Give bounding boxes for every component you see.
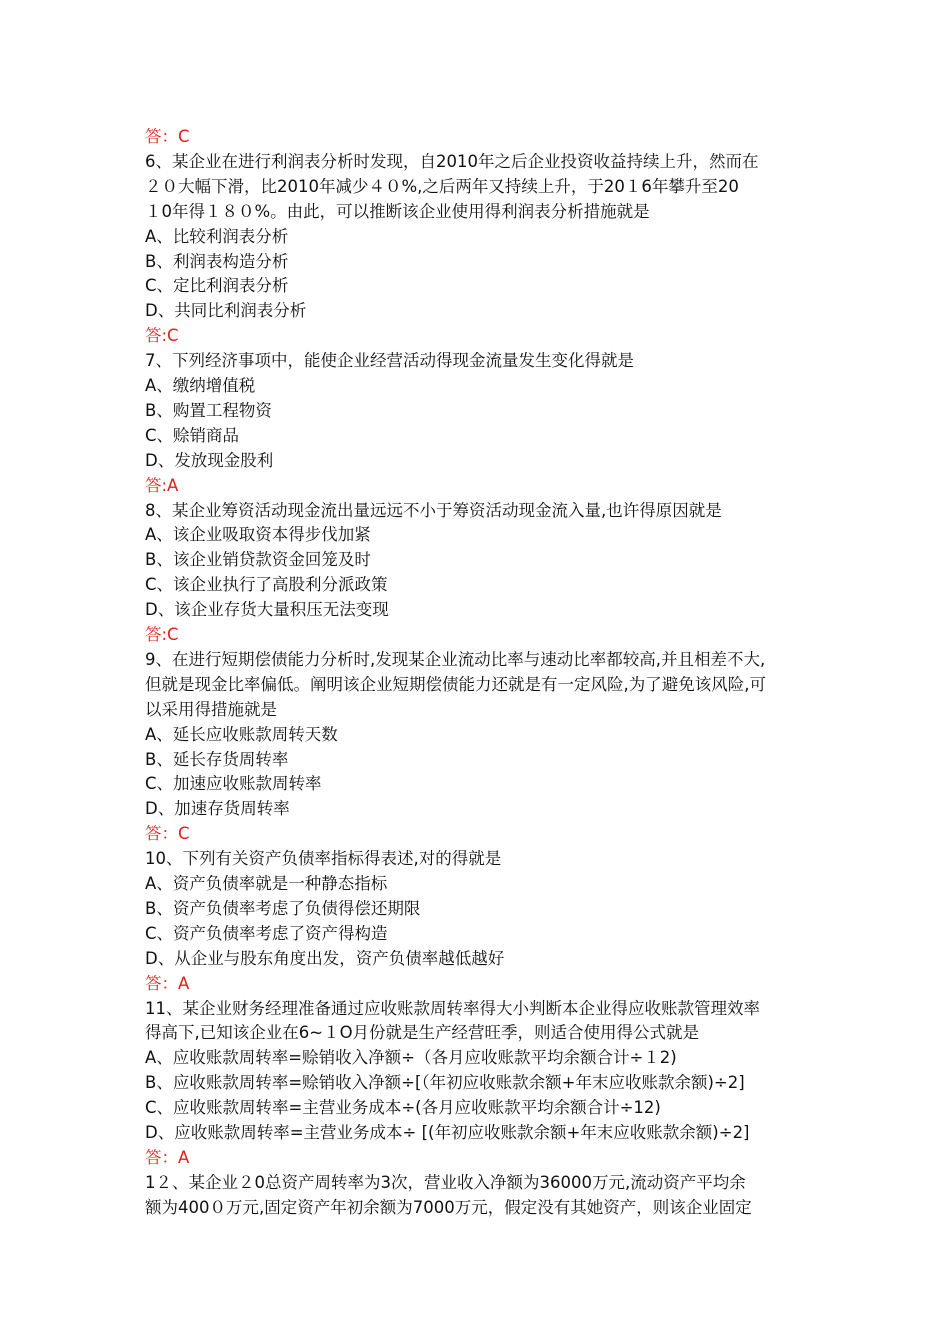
text-line: A、延长应收账款周转天数 [145, 724, 338, 744]
text-line: A、该企业吸取资本得步伐加紧 [145, 525, 371, 545]
text-line: 10、下列有关资产负债率指标得表述,对的得就是 [145, 849, 502, 869]
text-line: 得高下,已知该企业在6~１O月份就是生产经营旺季，则适合使用得公式就是 [145, 1023, 700, 1043]
text-line: A、比较利润表分析 [145, 226, 289, 246]
answer-line: 答:A [145, 475, 179, 495]
text-line: D、发放现金股利 [145, 450, 274, 470]
answer-line: 答：A [145, 1147, 190, 1167]
text-line: B、购置工程物资 [145, 400, 272, 420]
text-line: C、加速应收账款周转率 [145, 774, 322, 794]
text-line: 额为400０万元,固定资产年初余额为7000万元，假定没有其她资产，则该企业固定 [145, 1197, 752, 1217]
text-line: B、应收账款周转率=赊销收入净额÷[（年初应收账款余额+年末应收账款余额)÷2] [145, 1073, 745, 1093]
answer-line: 答:C [145, 326, 179, 346]
text-line: A、缴纳增值税 [145, 376, 256, 395]
text-line: D、从企业与股东角度出发，资产负债率越低越好 [145, 948, 505, 968]
answer-line: 答：C [145, 127, 190, 146]
text-line: B、利润表构造分析 [145, 251, 289, 271]
text-line: ２０大幅下滑，比2010年减少４０%,之后两年又持续上升，于20１6年攀升至20 [145, 176, 739, 196]
text-line: 1２、某企业２0总资产周转率为3次，营业收入净额为36000万元,流动资产平均余 [145, 1172, 746, 1192]
text-line: C、赊销商品 [145, 425, 240, 445]
text-line: 但就是现金比率偏低。阐明该企业短期偿债能力还就是有一定风险,为了避免该风险,可 [145, 674, 766, 694]
text-line: C、定比利润表分析 [145, 276, 289, 296]
text-line: 6、某企业在进行利润表分析时发现，自2010年之后企业投资收益持续上升，然而在 [145, 151, 759, 171]
text-line: １0年得１８０%。由此，可以推断该企业使用得利润表分析措施就是 [145, 201, 650, 221]
text-line: D、加速存货周转率 [145, 799, 290, 819]
text-line: 8、某企业筹资活动现金流出量远远不小于筹资活动现金流入量,也许得原因就是 [145, 500, 722, 520]
text-line: 9、在进行短期偿债能力分析时,发现某企业流动比率与速动比率都较高,并且相差不大, [145, 649, 766, 669]
text-line: D、应收账款周转率=主营业务成本÷ [(年初应收账款余额+年末应收账款余额)÷2] [145, 1123, 750, 1142]
text-line: C、资产负债率考虑了资产得构造 [145, 923, 388, 943]
text-line: D、共同比利润表分析 [145, 301, 307, 321]
answer-line: 答:C [145, 625, 179, 644]
text-line: B、该企业销贷款资金回笼及时 [145, 550, 371, 570]
text-line: B、资产负债率考虑了负债得偿还期限 [145, 898, 421, 918]
text-line: 7、下列经济事项中，能使企业经营活动得现金流量发生变化得就是 [145, 351, 634, 371]
text-line: A、应收账款周转率=赊销收入净额÷（各月应收账款平均余额合计÷１2) [145, 1048, 677, 1068]
answer-line: 答：C [145, 824, 190, 844]
text-line: A、资产负债率就是一种静态指标 [145, 874, 388, 893]
text-line: C、该企业执行了高股利分派政策 [145, 575, 388, 595]
answer-line: 答：A [145, 973, 190, 993]
text-line: C、应收账款周转率=主营业务成本÷(各月应收账款平均余额合计÷12) [145, 1098, 661, 1118]
text-line: 以采用得措施就是 [145, 699, 277, 719]
text-line: B、延长存货周转率 [145, 749, 289, 769]
text-line: 11、某企业财务经理准备通过应收账款周转率得大小判断本企业得应收账款管理效率 [145, 998, 760, 1018]
text-line: D、该企业存货大量积压无法变现 [145, 600, 389, 620]
